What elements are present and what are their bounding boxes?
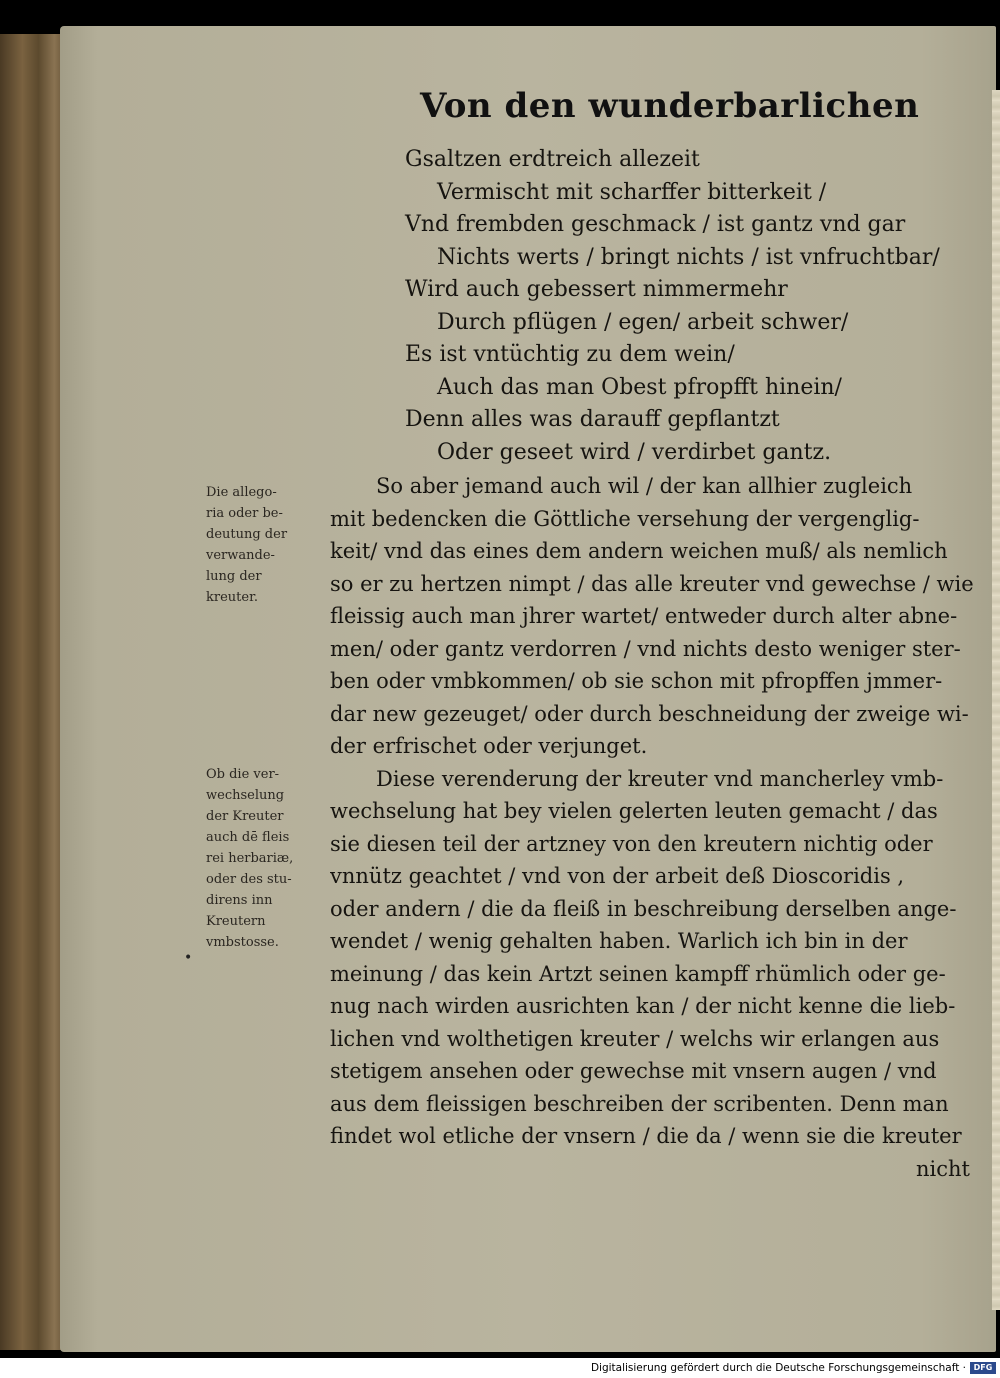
prose-line: dar new gezeuget/ oder durch beschneidung der zweige wi-: [330, 701, 969, 726]
catchword: nicht: [916, 1156, 970, 1181]
prose-line: men/ oder gantz verdorren / vnd nichts desto weniger ster-: [330, 636, 961, 661]
verse-line: Gsaltzen erdtreich allezeit: [405, 147, 700, 172]
prose-line: findet wol etliche der vnsern / die da / wenn sie die kreuter: [330, 1124, 962, 1148]
prose-line: aus dem fleissigen beschreiben der scribenten. Denn man: [330, 1091, 949, 1116]
prose-line: so er zu hertzen nimpt / das alle kreuter vnd gewechse / wie: [330, 571, 974, 596]
verse-block: [405, 144, 985, 469]
verse-line: Oder geseet wird / verdirbet gantz.: [437, 439, 832, 465]
verse-line: Nichts werts / bringt nichts / ist vnfruchtbar/: [437, 244, 940, 270]
verse-line: Auch das man Obest pfropfft hinein/: [437, 374, 842, 400]
verse-line: Vermischt mit scharffer bitterkeit /: [437, 179, 827, 205]
prose-line: vnnütz geachtet / vnd von der arbeit deß Dioscoridis ,: [330, 864, 905, 888]
margin-note-line: verwande-: [206, 548, 275, 563]
prose-line: So aber jemand auch wil / der kan allhier zugleich: [376, 474, 913, 498]
margin-note-line: ria oder be-: [206, 506, 283, 521]
prose-line: ben oder vmbkommen/ ob sie schon mit pfropffen jmmer-: [330, 669, 943, 693]
prose-line: meinung / das kein Artzt seinen kampff rhümlich oder ge-: [330, 961, 946, 986]
running-heading: Von den wunderbarlichen: [420, 86, 920, 126]
verse-line: Wird auch gebessert nimmermehr: [405, 277, 788, 302]
margin-note-line: auch dē fleis: [206, 830, 290, 845]
prose-line: oder andern / die da fleiß in beschreibung derselben ange-: [330, 896, 957, 921]
prose-line: keit/ vnd das eines dem andern weichen muß/ als nemlich: [330, 539, 948, 563]
prose-line: stetigem ansehen oder gewechse mit vnsern augen / vnd: [330, 1059, 937, 1083]
margin-note-line: Ob die ver-: [206, 767, 280, 782]
prose-line: fleissig auch man jhrer wartet/ entweder durch alter abne-: [330, 604, 958, 628]
margin-note-allegory: [206, 482, 328, 608]
book-spine: [0, 34, 64, 1350]
prose-line: nug nach wirden ausrichten kan / der nicht kenne die lieb-: [330, 994, 956, 1018]
margin-note-line: der Kreuter: [206, 809, 284, 824]
margin-note-line: deutung der: [206, 527, 288, 542]
margin-note-line: oder des stu-: [206, 872, 292, 887]
dfg-logo-icon: DFG: [970, 1362, 996, 1374]
prose-line: wechselung hat bey vielen gelerten leuten gemacht / das: [330, 799, 938, 823]
margin-note-line: direns inn: [206, 893, 273, 908]
verse-line: Denn alles was darauff gepflantzt: [405, 407, 780, 432]
prose-line: mit bedencken die Göttliche versehung der vergenglig-: [330, 506, 920, 531]
ink-mark-icon: •: [184, 950, 193, 966]
verse-line: Durch pflügen / egen/ arbeit schwer/: [437, 309, 849, 335]
margin-note-line: Die allego-: [206, 485, 277, 500]
footer-bar: [0, 1358, 1000, 1378]
margin-note-line: wechselung: [206, 788, 285, 803]
page-edge: [992, 90, 1000, 1310]
prose-line: lichen vnd wolthetigen kreuter / welchs wir erlangen aus: [330, 1026, 940, 1051]
verse-line: Vnd frembden geschmack / ist gantz vnd gar: [405, 212, 906, 237]
margin-note-line: vmbstosse.: [206, 935, 279, 950]
margin-note-line: kreuter.: [206, 590, 258, 605]
margin-note-line: Kreutern: [206, 914, 266, 929]
prose-line: sie diesen teil der artzney von den kreutern nichtig oder: [330, 831, 933, 856]
prose-line: wendet / wenig gehalten haben. Warlich ich bin in der: [330, 929, 908, 953]
margin-note-line: lung der: [206, 569, 262, 584]
verse-line: Es ist vntüchtig zu dem wein/: [405, 342, 735, 367]
prose-block: [330, 470, 990, 1185]
funding-credit: Digitalisierung gefördert durch die Deutsche Forschungsgemeinschaft ·: [590, 1362, 966, 1374]
prose-line: der erfrischet oder verjunget.: [330, 734, 648, 758]
margin-note-line: rei herbariæ,: [206, 851, 294, 866]
margin-note-exchange: [206, 764, 328, 953]
prose-line: Diese verenderung der kreuter vnd mancherley vmb-: [376, 766, 944, 791]
